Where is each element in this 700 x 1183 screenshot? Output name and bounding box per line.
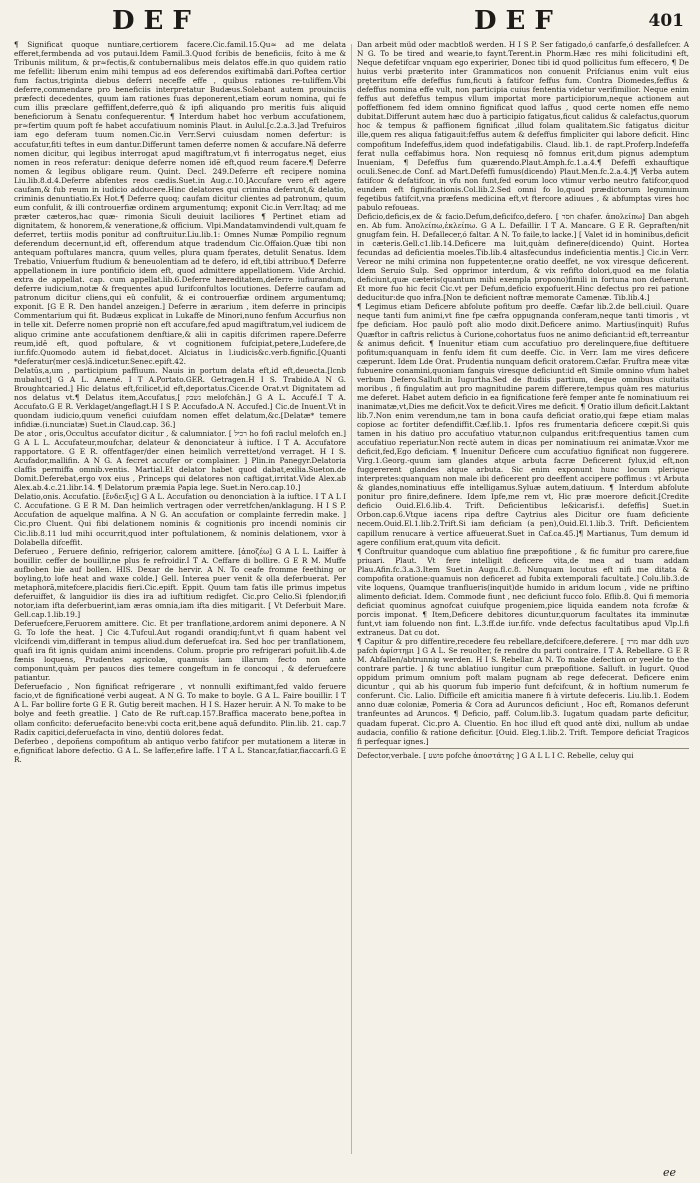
header-right-word: DEF bbox=[474, 6, 562, 36]
header-left-word: DEF bbox=[112, 6, 200, 36]
page-number: 401 bbox=[648, 11, 684, 31]
entry-deficio-usage: ¶ Legimus etiam Deficere abfolute pofitum pro deeffe. Cæfar lib.2.de bell.ciuil. Quare neque tanti fum animi,vt fine fpe cæfra oppugnanda conferam,neque tanti timoris , vt fpe deficiam. Hoc paulò poft alio modo dixit.Deficere animo. Martius(inquit) Rufus Quæftor in caftris relictus à Curione,cohortatus fuos ne animo deficiant:id eft,terreantur & animus deficit. ¶ Inuenitur etiam cum accufatiuo pro derelinquere,fiue deftituere pofitum:quanquam in fenfu idem fit cum deeffe. Cic. in Verr. Iam me vires deficere cæperunt. Idem Lde Orat. Prudentia nunquam deficit oratorem.Cæfar. Fruftra meæ vitæ fubuenire conamini,quoniam fanguis viresque deficiunt:id eft Simile omnino vfum habet verbum Defero.Salluft.in Iugurtha.Sed de ftudiis partium, deque omnibus ciuitatis moribus , fi fingulatim aut pro magnitudine parem differere,tempus quàm res maturius me deferet. Habet autem deficio in ea fignificatione ferè femper ante fe nominatiuum rei inanimatæ,vt,Dies me deficit.Vox te deficit.Vires me deficit. ¶ Oratio illum deficit.Laktant lib.7.Non enim verendum,ne tam in bona caufa deficiat oratio,qui fæpe etiam malas copiose ac fortiter defendiffit.Cæf.lib.1. Ipfos res frumentaria deficere cœpit.Si quis tamen in his datiuo pro accufatiuo vtatur,non culpandus erit:frequentius tamen cum accufatiuo reperiatur.Non rectè autem in dicas per nominatiuum rei animatæ.Vxor me deficit,fed,Ego deficiam. ¶ Inuenitur Deficere cum accufatiuo fignificat non fuggerere. Virg.1.Georg.-quum iam glandes atque arbuta facræ Deficerent fylux,id eft,non fuggererent glandes atque arbuta. Sic enim exponunt hunc locum plerique interpretes:quanquam non male ibi deficerent pro deeffent accipere poffimus : vt Arbuta & glandes,nominatiuus effe intelligamus.Syluæ autem,datiuum. ¶ Interdum abfolute ponitur pro finire,definere. Idem Ipfe,me rem vt, Hic præ moerore deficit.[Credite deficio Ouid.El.6.lib.4. Trift. Deficientibus le&icarisf.i. defeffis] Suet.in Orbon.cap.6.Vtque iacens ripa deftre Caytrius ales Dicitur ore fuam deficiente necem.Ouid.El.1.lib.2.Trift.Si iam deficiam (a pen),Ouid.El.1.lib.3. Trift. Deficientem capillum renucare à vertice affueuerat.Suet in Caf.ca.45.]¶ Martianus, Tum demum id agere confilium erat,quum vita deficit. bbox=[357, 302, 689, 547]
entry-defervefacio: Deferuefacio , Non fignificat refrigerare , vt nonnulli exiftimant,fed valdo feruere facio,vt de fignificationé verbi augeat. A N G. To make to boyle. G A L. Faire bouillir. I T A L. Far bollire forte G E R. Gutig bereit machen. H I S. Hazer heruir. A N. To make to be bolye and feeth greatlie. ] Cato de Re ruft.cap.157.Braffica macerato bene,poftea in ollam conficito: deferuefacito bene:vbi cocta erit,bene aquã defundito. Plin.lib. 21. cap.7 Radix capitici,deferuefacta in vino, dentiü dolores fedat. bbox=[14, 682, 346, 737]
right-column bbox=[357, 40, 689, 1164]
entry-deferveo: Deferueo , Feruere definio, refrigerior, calorem amittere. [ἀποζέω] G A L L. Laiffer à bouillir. ceffer de bouillir,ne plus fe refroidir.I T A. Ceffare di bollire. G E R M. Muffe aufboben bie auf bollen. HIS. Dexar de hervir. A N. To ceafe fromme feething or boyling,to lofe heat and waxe colde.] Gell. Interea puer venit & olla deferbuerat. Per metaphorã,mitefcere,placidis fieri.Cic.epift. Eppit. Quum tam fatis ille primus impetus deferuiffet, & languidior iis dies ira ad iuftitium redigfet. Cic.pro Celio.Si fplendor,ifi notor,iam ifta deferbuerint,iam æras omnia,iam ifta dies mitigarit. [ Vt Deferbuit Mare. Gell.cap.1.lib.19.] bbox=[14, 546, 346, 619]
entry-deficio-rebel: ¶ Capitur & pro diffentire,recedere feu rebellare,defcifcere,deferere. [ מרד mar ddh פשע pafch ἀφίστημι ] G A L. Se reuolter, fe rendre du parti contraire. I T A. Rebellare. G E R M. Abfallen/abtrunnig werden. H I S. Rebellar. A N. To make defection or yeelde to the contrare partie. ] & tunc ablatiuo iungitur cum præpofitione. Salluft. in Iugurt. Quod oppidum primum omnium poft malam pugnam ab rege defecerat. Deficere enim dicuntur , qui ab his quorum fub imperio funt defcifcunt, & in hoftium numerum fe conferunt. Cic. Lalio. Difficile eft amicitia manere fi à virtute defeceris. Liu.lib.1. Eodem anno duæ coloniæ, Pomeria & Cora ad Auruncos deficiunt , Hoc eft, Romanos deferunt tranfeuntes ad Aruncos. ¶ Deficio, paff. Colum.lib.3. Iugatum quadam parte deficitur, quadam fuperat. Cic.pro A. Cluentio. En hoc illud eft quod antè dixi, nullum ab undae audacia, confilio & ratione deficitur. [Ouid. Eleg.1.lib.2. Trift. Tempore deficiat Tragicos fi perfequar ignes.] bbox=[357, 637, 689, 746]
running-header bbox=[0, 6, 700, 40]
entry-delatus: Delatūs,a,um , participium paffiuum. Nauis in portum delata eft,id eft,deuecta.[lcnb mubaluct] G A L. Amené. I T A.Portato.GER. Getragen.H I S. Trabido.A N G. Broughtcaried.] Hic delatus eft,fcilicet,id eft,deportatus.Cicer.de Orat.vt Dignitatem ad nos delatus vt.¶ Delatus item,Accufatus,[ נשבק melofchân.] G A L. Accufé.I T A. Accufato.G E R. Verklaget/angeflagt.H I S P. Accufado.A N. Accufed.] Cic.de Inuent.Vt in quondam iudicio,quum venefici cuiufdam nomen effet delatum,&c.[Delatæ* temere infidiæ.(i.nunciatæ) Suet.in Claud.cap. 36.] bbox=[14, 365, 346, 429]
catchword: ee bbox=[662, 1166, 676, 1179]
entry-defetiscor: Deferbeo , depoñens compofitum ab antiquo verbo fatifcor per mutationem a literæ in e,fignificat labore defectio. G A L. Se laffer,efire laffe. I T A L. Stancar,fatiar,fiaccarfi.G E R. bbox=[14, 736, 346, 764]
entry-defector: Defector,verbale. [ פושע pofche ἀποστάτης ] G A L L I C. Rebelle, celuy qui bbox=[357, 750, 634, 760]
entry-defetiscor-cont: Dan arbeit müd oder macbtloß werden. H I S P. Ser fatigado,ó canfarfe,ó desfallefcer. A N G. To be tired and wearie,to faynt.Terent.in Phorm.Hæc res mihi folicitudini eft, Neque defetifcar vnquam ego experirier, Donec tibi id quod pollicitus fum effecero, ¶ De huius verbi præterito inter Grammaticos non conuenit Prifcianus enim vult eius pręteritum effe defeffus fum,ficuti à fatifcor feffus fum. Contra Diomedes,feffus & defeffus nomina effe vult, non participia cuius fententia videtur verifimilior. Neque enim feffus aut defeffus tempus vllum importat more participiorum,neque actionem aut poffeffionem fed idem omnino fignificat quod laffus , quod certe nomen effe nemo dubitat.Differunt autem hæc duo à participio fatigatus,ficut calidus & calefactus,quorum hoc & tempus & paffionem fignificat ,illud folam qualitatem.Sic fatigatus dicitur ille,quem res aliqua fatigauit:feffus autem & defeffus fimpliciter qui labore deficit. Hinc compofitum Indefeffus,idem quod indefatigabilis. Claud. lib.1. de rapt.Proferp.Indefeffa ferat nulla ceffabimus hora. Non requiesq nõ fomnus erit,dum pignus ademptum Inueniam, ¶ Defeffus fum quærendo.Plaut.Amph.fc.1.a.4.¶ Defeffi exhauftique oculi.Senec.de Conf. ad Mart.Defeffi fumus(dicendo) Plaut.Men.fc.2.a.4.]¶ Verba autem fatifcor & defatifcor, in vfu non funt,fed eorum loco vtimur verbo neutro fatifcor,quod eundem eft fignificationis.Col.lib.2.Sed omni fo lo,quod prædictorum leguminum fegetibus fatifcit,vna præfens medicina eft,vt ftercore adiuues , & abfumptas vires hoc pabulo refoueas. bbox=[357, 40, 689, 212]
entry-delatio: Delatio,onis. Accufatio. [ἔνδειξις] G A L. Accufation ou denonciation à la iuftice. I T A L I C. Accufatione. G E R M. Dan heimlich vertragen oder verretfchen/anklagung. H I S P. Accufation de aquelque malfina. A N G. An accufation or complainte ferredin make. ] Cic.pro Cluent. Qui fibi delationem nominis & cognitionis pro incendi nominis cir Cic.lib.8.11 lud mihi occurrit,quod inter poftulationem, & nominis delationem, vxor à Dolabella difceffit. bbox=[14, 492, 346, 547]
entry-defervescere: Deferuefcere,Feruorem amittere. Cic. Et per tranflatione,ardorem animi deponere. A N G. To lofe the heat. ] Cic 4.Tufcul.Aut rogandi orandiq;funt,vt fi quam habent vel vlcifcendi vim,differant in tempus aliud.dum deferuefcat ira. Sed hoc per tranflationem, quafi ira fit ignis quidam animi incendens. Colum. proprie pro refrigerari pofuit.lib.4.de fænis loquens, Prudentes agricolæ, quamuis iam illarum fecto non ante componunt,quàm per paucos dies temere congeftum in fe concoqui , & deferuefcere patiantur. bbox=[14, 619, 346, 683]
column-rule bbox=[351, 44, 352, 1154]
entry-defero-senses: ¶ Significat quoque nuntiare,certiorem facere.Cic.famil.15.Qu≈ ad me delata efferet,fermbenda ad vos putaui.Idem Famil.3.Quod fcribis de beneficiis, fcito à me & Tribunis militum, & pr≈fectis,& contubernalibus meis delatos effe.in quo quidem ratio me fefellit: liberum enim mihi tempus ad eos deferendos exiftimabã dari.Poftea certior fum factus,triginta diebus deferri neceffe effe , quibus rationes re-tuliffem.Vbi deferre,commendare pro beneficiis interpretatur Budæus.Solebant autem prouinciis præfecti decedentes, quum iam rationes fuas deponerent,etiam eorum nomina, qui fe cum illis præclare geffiffent,deferre,quò & ipfi aliquando pro meritis fuis aliquid beneficiorum à Senatu confequerentur. ¶ Interdum habet hoc verbum accufationem, pr≈fertim quum poft fe habet accufatiuum nominis Plaut. in Aulul.[c.2.a.3.]ad Trefuiros iam ego deferam tuum nomen.Cic.in Verr.Servi cuiusdam nomen defertur: is accufatur,fiti teftes in eum dantur.Differunt tamen deferre nomen & accufare.Nã deferre nomen dicitur, qui legibus interrogat apud magiftratum,vt fi interrogatus neget, eius nomen in reos referatur: denique deferre nomen idē eft,quod reum facere.¶ Deferre nomen & legibus obligare reum. Quint. Decl. 249.Deferre eft recipere nomina Liu.lib.8.d.4.Deferre abfentes reos cædis.Suet.in Aug.c.10.]Accufare vero eft agere caufam,& fub reum in iudicio adducere.Hinc delatores qui crimina deferunt,& delatio, criminis denuntiatio.Ex Hot.¶ Deferre quoq; caufam dicitur clientes ad patronum, quum eum confulit, & illi controuerfiæ ordinem argumentumq; exponit Cic.in Verr.Itaq; ad me præter cæteros,hac quæ- rimonia Siculi deuiuit laciliores ¶ Pertinet etiam ad dignitatem, & honorem,& veneratione,& officium. Vlpi.Mandatamvindendi vult,quam fe deferret, tertiis modis ponitur ad conftruitur.Liu.lib.1: Omnes Numæ Pompilio regnum deferendum decernunt,id eft, offerendum atque tradendum Cic.Offaion.Quæ tibi non antequam poftulares mancra, quum velles, plura quam fperates, detulit Senatus. Idem Trebatio, Vniuerfum ftudium & beneuolentiam ad te defero, id eft,tibi attribuo.¶ Deferre appellationem in iure pontificio idem eft, quod admittere appellationem. Vide Archid. extra de appellat. cap. cum appellat.lib.6.Deferre hæreditatem,deferre iufiurandum, deferre iudicium,notæ & frequentes apud Iurifconfultos locutiones. Deferre caufam ad patronum dicitur cliens,qui eû confulit, & ei controuerfiæ ordinem argumentumq; exponit. [G E R. Den handel anzeigen.] Deferre in ærarium , item deferre in principis Commentarium qui fit. Budæus explicat in Lukaffe de Minori,nuno fenfum Accurfius non in telle xit. Deferre nomen propriè non eft accufare,fed apud magiftratum,vel iudicem de aliquo crimine ante accufationem denftiare,& alii in capitis difcrimen rapere.Deferre reum,idē eft, quod poftulare, & vt cognitionem fufcipiat,petere,Ludefere,de iur.fifc.Quomodo autem id fiebat,docet. Alciatus in l.iudicis&c.verb.fignific.[Quanti *deferatur(mer ces)ã.indicetur.Senec.epift.42. bbox=[14, 40, 346, 366]
left-column bbox=[14, 40, 346, 1164]
entry-delator: De ator , oris,Occultus accufator dicitur , & calumniator. [ רכיל ho fofi raclul melofch en.] G A L L. Accufateur,moufchar, delateur & denonciateur à iuftice. I T A. Accufatore rapportatore. G E R. offentfager/der einen heimlich verrettet/ond verraget. H I S. Acufador,mallifin. A N G. A fecret accufer or complainer. ] Plin.in Panegyr.Delatoria claffis permiffa omnib.ventis. Martial.Et delator habet quod dabat,exilia.Sueton.de Domit.Deferebat,ergo vox eius , Princeps qui delatores non caftigat,irritat.Vide Alex.ab Alex.ab.4.c.21.libr.14. ¶ Delatorum præmia Papia lege. Suet.in Nero.cap.10.] bbox=[14, 429, 346, 493]
entry-divider bbox=[357, 748, 689, 749]
entry-deficio: Deficio,deficis,ex de & facio.Defum,deficifco,defero. [ חסר chafer. ἀπολείπω] Dan abgeh en. Ab fum. Ἀπολείπω,ἐκλείπω. G A L. Defaillir. I T A. Mancare. G E R. Gepraften/nit gnugfam fein. H. Defallecer,ó faltar. A N. To faile,to lacke.] [ Valet id in hominibus,deficit in cæteris.Gell.c1.lib.14.Deficere ma luit,quàm definere(dicendo) Quint. Hortea fecundas ad deficientia moeles.Tib.lib.4 altasfecundus indeficientia mentis.] Cic.in Verr. Vereor ne mihi crimina non fuppetenter,ne oratio deeffet, ne vox viresque deficerent. Idem Seruio Sulp. Sed opprimor interdum, & vix refifto dolori,quod ea me folatia deficiunt,quæ cæteris(quantum mihi exempla propono)fimili in fortuna non defuerunt. Et more fuo hic fecit Cic.vt per Defum,deficio expofuerit.Hinc defectus pro rei patione deducitur:de quo infra.[Non te deficient noftræ memorate Camenæ. Tib.lib.4.] bbox=[357, 211, 689, 303]
entry-deficio-ablative: ¶ Conftruitur quandoque cum ablatiuo fine præpofitione , & fic fumitur pro carere,fiue priuari. Plaut. Vt fere intelligit deficere vita,de mea ad tuam addam Plau.Afin.fc.3.a.3.Item Suet.in Augu.fl.c.8. Nunquam locutus eft nifi me ditata & compofita oratione:quamuis non deficeret ad fubita extemporali facultate.] Colu.lib.3.de vite loquens, Quamque tranflueris(inquit)de humido in aridum locum , vide ne priftino alimento deficiat. Idem. Commode fiunt , nec deficiunt fucco folo. Eflib.8. Qui fi memoria deficiat quominus agnofcat cuiufque progeniem,pice liquida eandem nota fcrofæ & porcis imponat. ¶ Item,Deficere debitores dicuntur,quorum facultates ita imminutæ funt,vt iam foluendo non fint. L.3.ff.de iur.fifc. vnde defectus facultatibus apud Vlp.l.fi extraneus. Dat cu dot. bbox=[357, 546, 689, 638]
